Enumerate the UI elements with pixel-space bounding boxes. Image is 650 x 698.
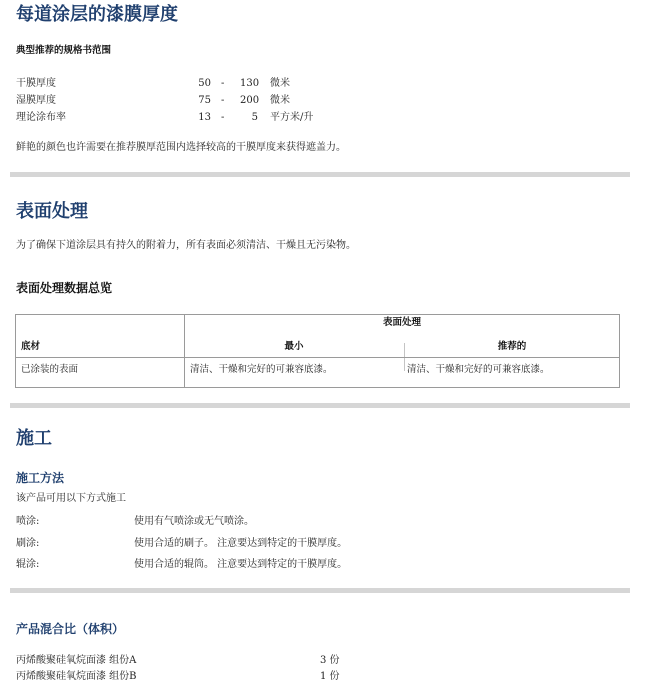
table-cell-recommended: 清洁、干燥和完好的可兼容底漆。	[407, 364, 550, 375]
section-divider	[10, 588, 630, 593]
method-label: 刷涂:	[16, 538, 40, 549]
application-intro: 该产品可用以下方式施工	[16, 493, 126, 504]
spec-label: 湿膜厚度	[16, 95, 56, 106]
spec-label: 理论涂布率	[16, 112, 66, 123]
table-header-min: 最小	[284, 341, 304, 352]
spec-min: 75	[198, 95, 211, 106]
surface-summary-title: 表面处理数据总览	[16, 281, 113, 295]
table-group-header: 表面处理	[382, 317, 421, 328]
mix-component-ratio: 3 份	[320, 655, 340, 666]
thickness-title: 每道涂层的漆膜厚度	[16, 4, 178, 25]
method-desc: 使用有气喷涂或无气喷涂。	[134, 516, 254, 527]
spec-min: 50	[198, 78, 211, 89]
spec-dash: -	[221, 112, 225, 123]
method-desc: 使用合适的刷子。 注意要达到特定的干膜厚度。	[134, 538, 348, 549]
table-row-divider	[16, 357, 619, 358]
table-cell-min: 清洁、干燥和完好的可兼容底漆。	[190, 364, 333, 375]
spec-dash: -	[221, 78, 225, 89]
method-desc: 使用合适的辊筒。 注意要达到特定的干膜厚度。	[134, 559, 348, 570]
section-divider	[10, 172, 630, 177]
method-label: 喷涂:	[16, 516, 40, 527]
thickness-note: 鲜艳的颜色也许需要在推荐膜厚范围内选择较高的干膜厚度来获得遮盖力。	[16, 142, 346, 153]
thickness-subtitle: 典型推荐的规格书范围	[16, 45, 112, 56]
table-cell-substrate: 已涂装的表面	[21, 364, 79, 375]
spec-unit: 平方米/升	[270, 112, 314, 123]
spec-max: 130	[240, 78, 260, 89]
surface-title: 表面处理	[16, 201, 88, 222]
mix-component-name: 丙烯酸聚硅氧烷面漆 组份A	[16, 655, 137, 666]
section-divider	[10, 403, 630, 408]
spec-min: 13	[198, 112, 211, 123]
spec-max: 5	[251, 112, 258, 123]
table-header-substrate: 底材	[21, 341, 41, 352]
spec-max: 200	[240, 95, 260, 106]
application-title: 施工	[16, 428, 52, 449]
mix-component-name: 丙烯酸聚硅氧烷面漆 组份B	[16, 671, 137, 682]
spec-dash: -	[221, 95, 225, 106]
application-methods-title: 施工方法	[16, 471, 65, 485]
spec-unit: 微米	[270, 78, 290, 89]
method-label: 辊涂:	[16, 559, 40, 570]
table-header-recommended: 推荐的	[497, 341, 527, 352]
surface-intro: 为了确保下道涂层具有持久的附着力，所有表面必须清洁、干燥且无污染物。	[16, 240, 356, 251]
spec-label: 干膜厚度	[16, 78, 56, 89]
mix-component-ratio: 1 份	[320, 671, 340, 682]
spec-unit: 微米	[270, 95, 290, 106]
surface-table	[15, 314, 620, 388]
mix-title: 产品混合比（体积）	[16, 622, 125, 636]
